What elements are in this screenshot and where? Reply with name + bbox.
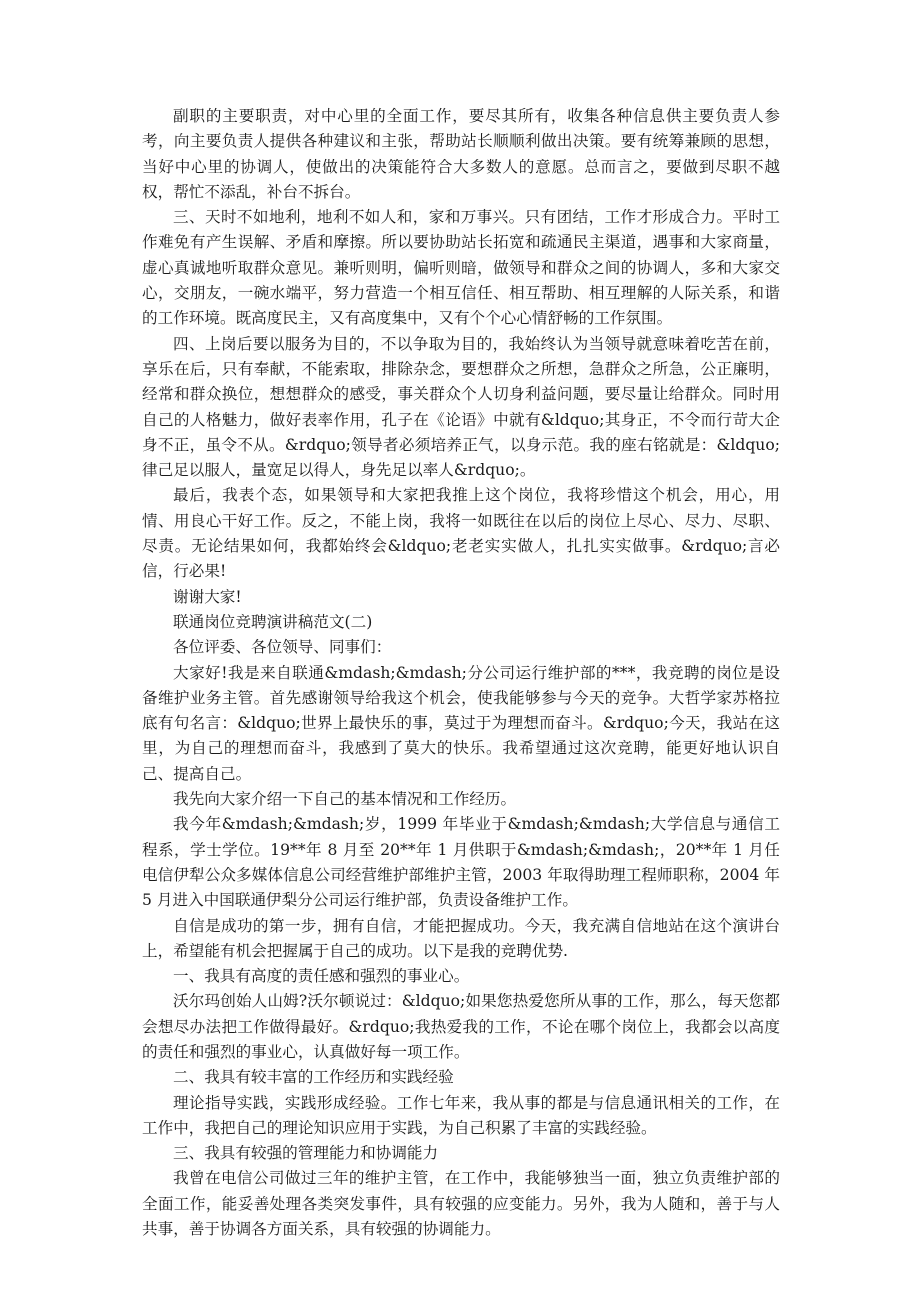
- paragraph-17: 我曾在电信公司做过三年的维护主管，在工作中，我能够独当一面，独立负责维护部的全面工作，能妥善处理各类突发事件，具有较强的应变能力。另外，我为人随和，善于与人共事，善于协调各方面关系，具有较强的协调能力。: [142, 1169, 780, 1239]
- heading-1: 一、我具有高度的责任感和强烈的事业心。: [173, 967, 470, 986]
- paragraph-8: 大家好!我是来自联通&mdash;&mdash;分公司运行维护部的***，我竞聘的岗位是设备维护业务主管。首先感谢领导给我这个机会，使我能够参与今天的竞争。大哲学家苏格拉底有句名言：&ldquo;世界上最快乐的事，莫过于为理想而奋斗。&rdquo;今天，我站在这里，为自己的理想而奋斗，我感到了莫大的快乐。我希望通过这次竞聘，能更好地认识自己、提高自己。: [142, 663, 780, 783]
- paragraph-1: 副职的主要职责，对中心里的全面工作，要尽其所有，收集各种信息供主要负责人参考，向主要负责人提供各种建议和主张，帮助站长顺顺利做出决策。要有统筹兼顾的思想，当好中心里的协调人，使做出的决策能符合大多数人的意愿。总而言之，要做到尽职不越权，帮忙不添乱，补台不拆台。: [142, 107, 780, 201]
- document-body: [142, 104, 780, 1242]
- heading-2: 二、我具有较丰富的工作经历和实践经验: [173, 1068, 454, 1087]
- paragraph-11: 自信是成功的第一步，拥有自信，才能把握成功。今天，我充满自信地站在这个演讲台上，希望能有机会把握属于自己的成功。以下是我的竞聘优势.: [142, 916, 780, 960]
- paragraph-10: 我今年&mdash;&mdash;岁，1999 年毕业于&mdash;&mdash;大学信息与通信工程系，学士学位。19**年 8 月至 20**年 1 月供职于&mdash;&mdash;，20**年 1 月任电信伊犁公众多媒体信息公司经营维护部维护主管，2003 年取得助理工程师职称，2004 年 5 月进入中国联通伊梨分公司运行维护部，负责设备维护工作。: [142, 815, 780, 910]
- salutation: 各位评委、各位领导、同事们：: [173, 638, 392, 657]
- heading-3: 三、我具有较强的管理能力和协调能力: [173, 1144, 439, 1163]
- paragraph-15: 理论指导实践，实践形成经验。工作七年来，我从事的都是与信息通讯相关的工作，在工作中，我把自己的理论知识应用于实践，为自己积累了丰富的实践经验。: [142, 1093, 780, 1137]
- paragraph-3: 四、上岗后要以服务为目的，不以争取为目的，我始终认为当领导就意味着吃苦在前，享乐在后，只有奉献，不能索取，排除杂念，要想群众之所想，急群众之所急，公正廉明，经常和群众换位，想想群众的感受，事关群众个人切身利益问题，要尽量让给群众。同时用自己的人格魅力，做好表率作用，孔子在《论语》中就有&ldquo;其身正，不令而行苛大企身不正，虽令不从。&rdquo;领导者必须培养正气，以身示范。我的座右铭就是：&ldquo;律己足以服人，量宽足以得人，身先足以率人&rdquo;。: [142, 334, 780, 480]
- paragraph-13: 沃尔玛创始人山姆?沃尔顿说过：&ldquo;如果您热爱您所从事的工作，那么，每天您都会想尽办法把工作做得最好。&rdquo;我热爱我的工作，不论在哪个岗位上，我都会以高度的责任和强烈的事业心，认真做好每一项工作。: [142, 992, 780, 1061]
- section-title: 联通岗位竞聘演讲稿范文(二): [173, 612, 373, 631]
- paragraph-5: 谢谢大家!: [173, 587, 242, 606]
- paragraph-4: 最后，我表个态，如果领导和大家把我推上这个岗位，我将珍惜这个机会，用心，用情、用良心干好工作。反之，不能上岗，我将一如既往在以后的岗位上尽心、尽力、尽职、尽责。无论结果如何，我都始终会&ldquo;老老实实做人，扎扎实实做事。&rdquo;言必信，行必果!: [142, 486, 780, 581]
- paragraph-9: 我先向大家介绍一下自己的基本情况和工作经历。: [173, 790, 517, 809]
- paragraph-2: 三、天时不如地利，地利不如人和，家和万事兴。只有团结，工作才形成合力。平时工作难免有产生误解、矛盾和摩擦。所以要协助站长拓宽和疏通民主渠道，遇事和大家商量，虚心真诚地听取群众意见。兼听则明，偏听则暗，做领导和群众之间的协调人，多和大家交心，交朋友，一碗水端平，努力营造一个相互信任、相互帮助、相互理解的人际关系，和谐的工作环境。既高度民主，又有高度集中，又有个个心心情舒畅的工作氛围。: [142, 208, 780, 328]
